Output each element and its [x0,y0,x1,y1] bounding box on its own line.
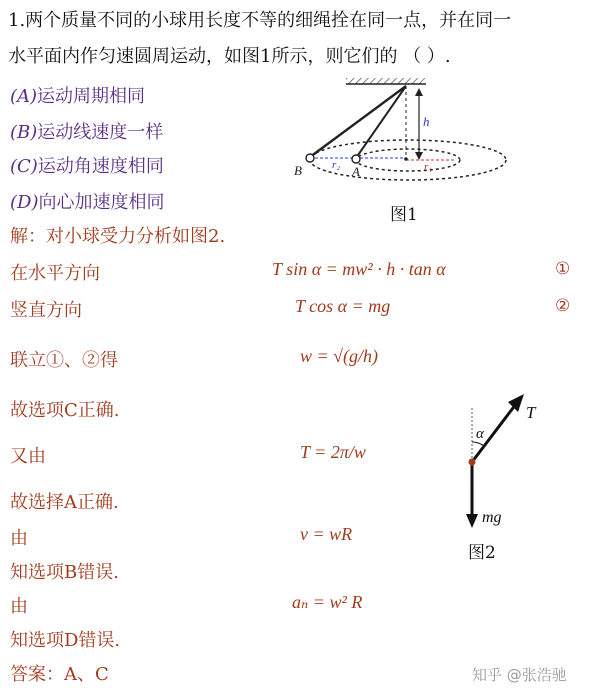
option-a: (A)运动周期相同 [10,86,146,107]
label-tension: T [526,403,536,422]
row-vertical-label: 竖直方向 [10,300,82,321]
option-b: (B)运动线速度一样 [10,122,164,143]
conclusion-a: 故选择A正确. [10,492,119,513]
equation-number-2: ② [555,296,571,316]
equation-period: T = 2π/w [300,442,366,462]
row-velocity-label: 由 [10,528,28,549]
equation-number-1: ① [555,259,571,279]
equation-velocity: v = wR [300,524,353,544]
conclusion-b: 知选项B错误. [10,562,119,583]
label-a: A [352,164,360,179]
equation-vertical: T cos α = mg [295,296,391,316]
figure-1-diagram [290,78,530,218]
string-a [356,86,406,158]
string-b [310,86,406,157]
conclusion-c: 故选项C正确. [10,400,120,421]
question-line-1: 1.两个质量不同的小球用长度不等的细绳拴在同一点，并在同一 [8,10,512,31]
figure-1-caption: 图1 [390,205,418,225]
label-r1: r₁ [424,161,433,173]
row-combine-label: 联立①、②得 [10,350,118,371]
label-b: B [294,163,302,178]
equation-omega: w = √(g/h) [300,346,379,366]
label-r2: r₂ [332,159,341,171]
label-alpha: α [476,426,484,442]
label-mg: mg [482,509,502,526]
equation-acceleration: aₙ = w² R [292,592,363,612]
figure-2-caption: 图2 [468,543,496,563]
watermark: 知乎 @张浩驰 [472,666,567,684]
ball-b [306,154,314,162]
row-horizontal-label: 在水平方向 [10,263,100,284]
row-period-label: 又由 [10,446,46,467]
option-c: (C)运动角速度相同 [10,156,164,177]
conclusion-d: 知选项D错误. [10,630,121,651]
option-d: (D)向心加速度相同 [10,192,165,213]
row-acceleration-label: 由 [10,596,28,617]
solution-intro: 解：对小球受力分析如图2. [10,226,226,247]
ball-a [352,155,360,163]
answer: 答案：A、C [10,664,109,685]
question-line-2: 水平面内作匀速圆周运动，如图1所示，则它们的 （ ）. [8,46,451,67]
ceiling [346,78,426,84]
figure-2-diagram [440,390,560,535]
ball-point [469,459,476,466]
label-h: h [423,114,430,129]
equation-horizontal: T sin α = mw² · h · tan α [272,259,446,279]
